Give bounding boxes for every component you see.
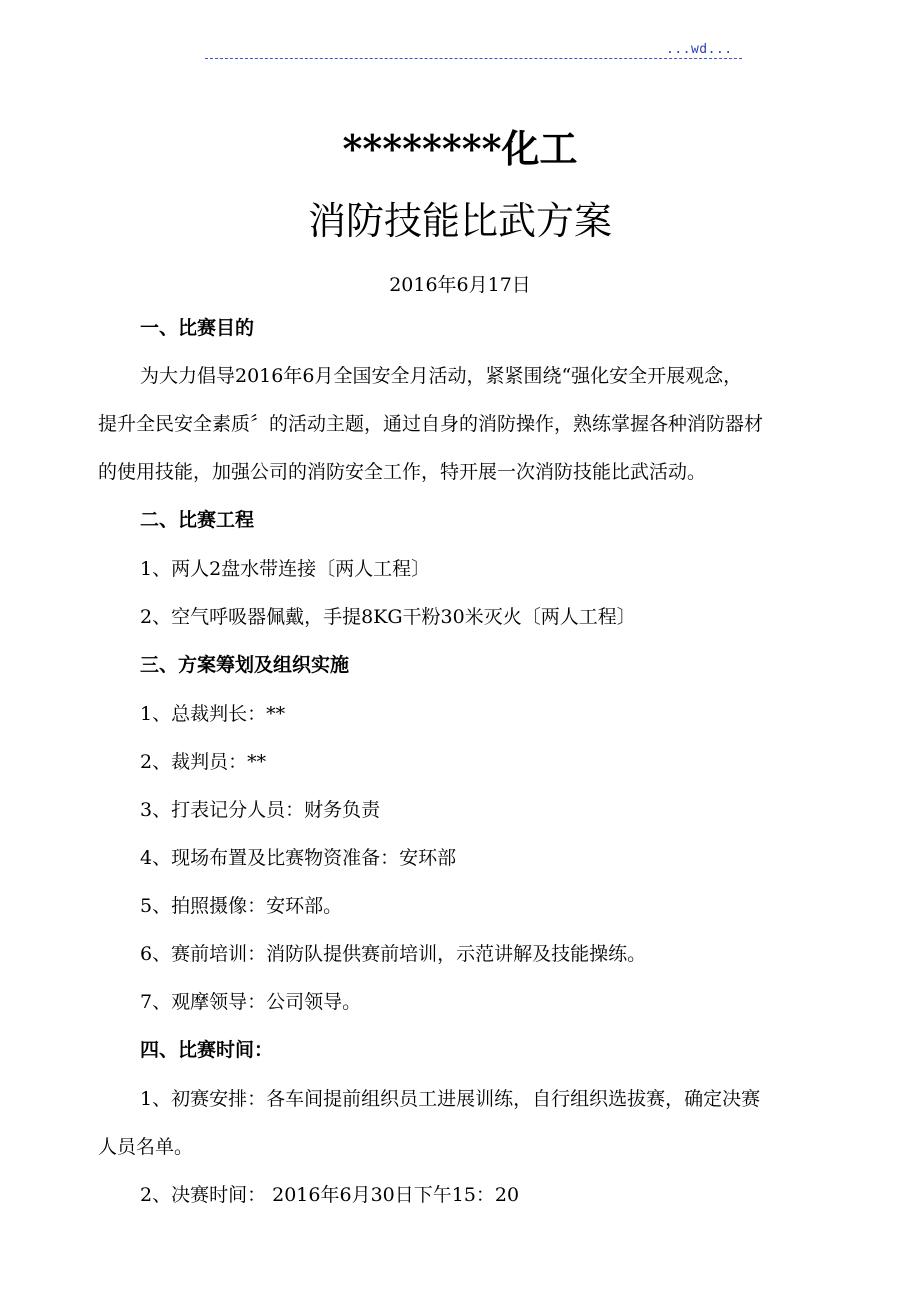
planning-item: 7、观摩领导：公司领导。: [140, 991, 362, 1013]
planning-item: 5、拍照摄像：安环部。: [140, 895, 343, 917]
time-item-continued: 人员名单。: [98, 1136, 194, 1158]
project-item: 2、空气呼吸器佩戴，手提8KG干粉30米灭火〔两人工程〕: [140, 606, 636, 628]
planning-item: 4、现场布置及比赛物资准备：安环部: [140, 847, 457, 869]
purpose-paragraph-line: 的使用技能，加强公司的消防安全工作，特开展一次消防技能比武活动。: [98, 461, 707, 483]
section-heading-planning: 三、方案筹划及组织实施: [140, 654, 350, 676]
planning-item: 6、赛前培训：消防队提供赛前培训，示范讲解及技能操练。: [140, 943, 647, 965]
purpose-paragraph-line: 提升全民安全素质〞的活动主题，通过自身的消防操作，熟练掌握各种消防器材: [98, 413, 764, 435]
section-heading-projects: 二、比赛工程: [140, 509, 255, 531]
time-item: 2、决赛时间： 2016年6月30日下午15：20: [140, 1184, 520, 1206]
header-rule: [205, 58, 742, 59]
header-mark: ...wd...: [666, 42, 733, 57]
project-item: 1、两人2盘水带连接〔两人工程〕: [140, 558, 431, 580]
purpose-paragraph-line: 为大力倡导2016年6月全国安全月活动，紧紧围绕“强化安全开展观念，: [140, 365, 743, 387]
section-heading-time: 四、比赛时间：: [140, 1039, 274, 1061]
doc-title-company: ********化工: [342, 126, 578, 171]
planning-item: 2、裁判员：**: [140, 751, 267, 773]
section-heading-purpose: 一、比赛目的: [140, 317, 255, 339]
doc-date: 2016年6月17日: [389, 274, 531, 296]
doc-title-plan: 消防技能比武方案: [307, 199, 612, 243]
time-item: 1、初赛安排：各车间提前组织员工进展训练，自行组织选拔赛，确定决赛: [140, 1088, 761, 1110]
planning-item: 3、打表记分人员：财务负责: [140, 799, 381, 821]
planning-item: 1、总裁判长：**: [140, 703, 286, 725]
